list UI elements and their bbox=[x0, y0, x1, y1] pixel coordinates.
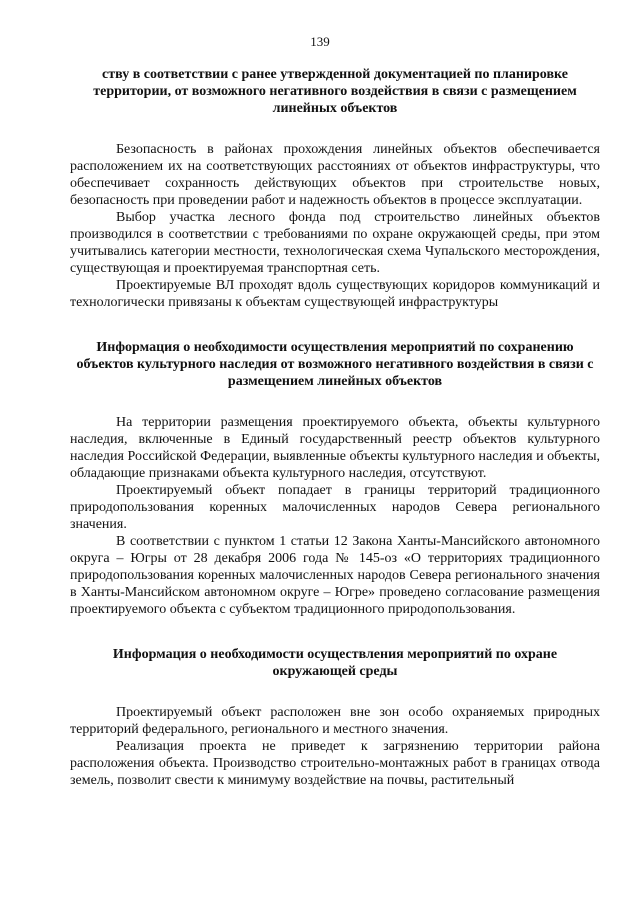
paragraph-power-lines: Проектируемые ВЛ проходят вдоль существующих коридоров коммуникаций и технологически привязаны к объектам существующей инфраструктуры bbox=[70, 278, 600, 310]
section-heading-cultural-heritage: Информация о необходимости осуществления мероприятий по сохранению объектов культурного наследия от возможного негативного воздействия в связи с размещением линейных объектов bbox=[76, 340, 594, 389]
section-heading-environment: Информация о необходимости осуществления мероприятий по охране окружающей среды bbox=[112, 647, 558, 679]
document-body bbox=[70, 66, 600, 789]
page-number: 139 bbox=[310, 34, 330, 49]
paragraph-forest-plot: Выбор участка лесного фонда под строительство линейных объектов производился в соответствии с требованиями по охране окружающей среды, при этом учитывались категории местности, технологическая схема Чупальского месторождения, существующая и проектируемая транспортная сеть. bbox=[70, 210, 600, 276]
paragraph-traditional-territories: Проектируемый объект попадает в границы территорий традиционного природопользования коренных малочисленных народов Севера регионального значения. bbox=[70, 483, 600, 532]
paragraph-protected-areas: Проектируемый объект расположен вне зон особо охраняемых природных территорий федерального, регионального и местного значения. bbox=[70, 705, 600, 737]
paragraph-law-reference: В соответствии с пунктом 1 статьи 12 Закона Ханты-Мансийского автономного округа – Югры от 28 декабря 2006 года № 145-оз «О территориях традиционного природопользования коренных малочисленных народов Севера регионального значения в Ханты-Мансийском автономном округе – Югре» проведено согласование размещения проектируемого объекта с субъектом традиционного природопользования. bbox=[70, 534, 600, 617]
section-heading-continuation: ству в соответствии с ранее утвержденной документацией по планировке территории, от возможного негативного воздействия в связи с размещением линейных объектов bbox=[93, 67, 577, 116]
paragraph-safety: Безопасность в районах прохождения линейных объектов обеспечивается расположением их на соответствующих расстояниях от объектов инфраструктуры, что обеспечивает сохранность действующих объектов при строительстве новых, безопасность при проведении работ и надежность объектов в процессе эксплуатации. bbox=[70, 142, 600, 208]
paragraph-heritage-absent: На территории размещения проектируемого объекта, объекты культурного наследия, включенные в Единый государственный реестр объектов культурного наследия Российской Федерации, выявленные объекты культурного наследия и объекты, обладающие признаками объекта культурного наследия, отсутствуют. bbox=[70, 415, 600, 481]
paragraph-pollution: Реализация проекта не приведет к загрязнению территории района расположения объекта. Производство строительно-монтажных работ в границах отвода земель, позволит свести к минимуму воздействие на почвы, растительный bbox=[70, 739, 600, 788]
